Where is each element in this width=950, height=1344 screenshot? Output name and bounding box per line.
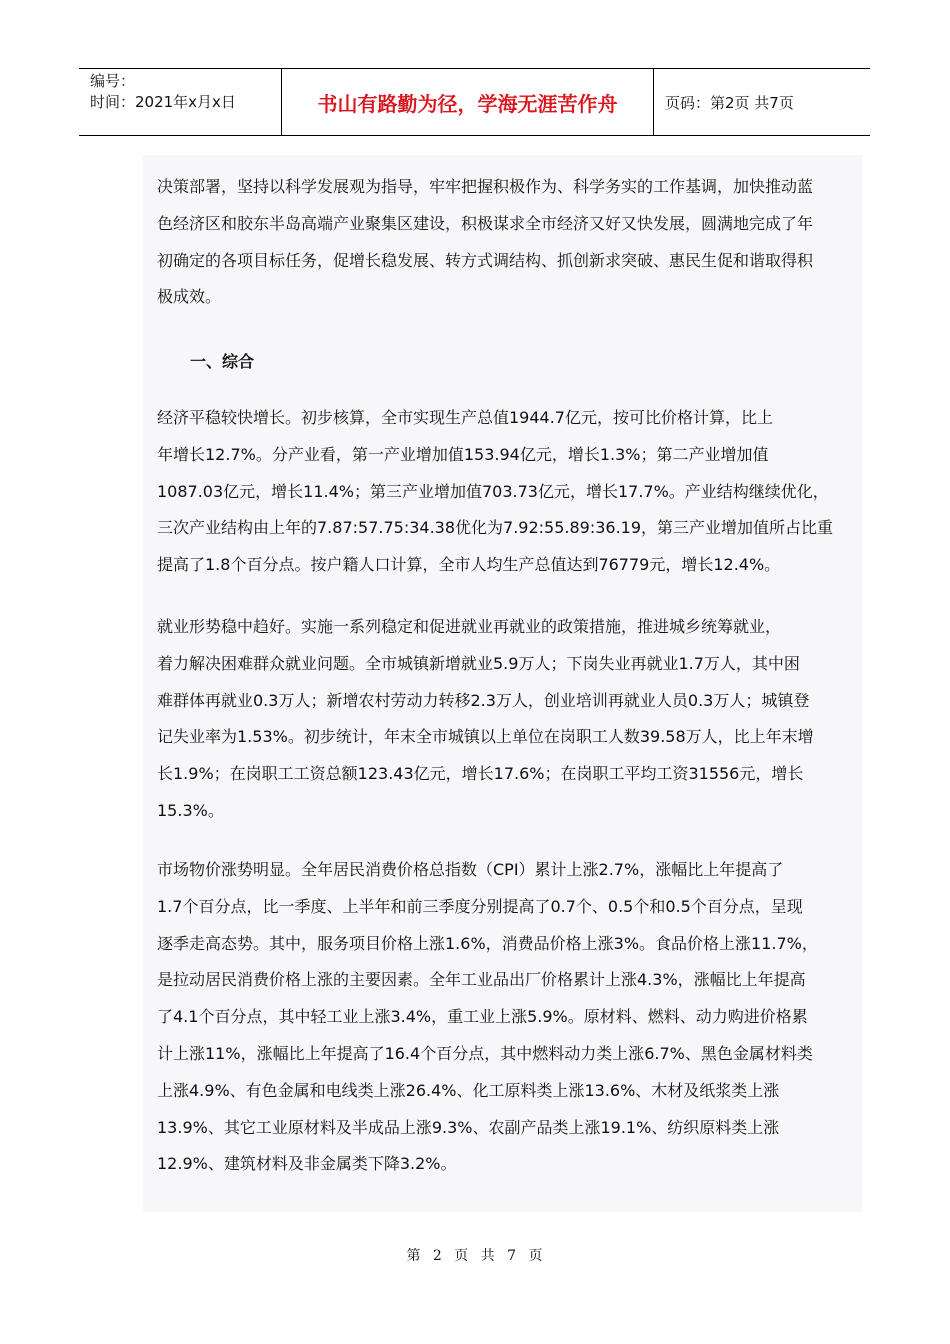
- text-line: 13.9%、其它工业原材料及半成品上涨9.3%、农副产品类上涨19.1%、纺织原料类上涨: [157, 1117, 780, 1137]
- text-line: 年增长12.7%。分产业看，第一产业增加值153.94亿元，增长1.3%；第二产业增加值: [157, 444, 769, 464]
- header-motto: 书山有路勤为径，学海无涯苦作舟: [282, 69, 654, 135]
- text-line: 着力解决困难群众就业问题。全市城镇新增就业5.9万人；下岗失业再就业1.7万人，其中困: [157, 653, 800, 673]
- text-line: 上涨4.9%、有色金属和电线类上涨26.4%、化工原料类上涨13.6%、木材及纸浆类上涨: [157, 1080, 780, 1100]
- text-line: 色经济区和胶东半岛高端产业聚集区建设，积极谋求全市经济又好又快发展，圆满地完成了年: [157, 213, 814, 233]
- text-line: 市场物价涨势明显。全年居民消费价格总指数（CPI）累计上涨2.7%，涨幅比上年提高了: [157, 860, 784, 879]
- page-header: [79, 68, 870, 136]
- text-line: 逐季走高态势。其中，服务项目价格上涨1.6%，消费品价格上涨3%。食品价格上涨11.7%，: [157, 933, 818, 953]
- text-line: 难群体再就业0.3万人；新增农村劳动力转移2.3万人，创业培训再就业人员0.3万人；城镇登: [157, 690, 810, 710]
- text-line: 极成效。: [157, 287, 222, 307]
- text-line: 1087.03亿元，增长11.4%；第三产业增加值703.73亿元，增长17.7%。产业结构继续优化，: [157, 481, 829, 501]
- paragraph-prices: [157, 852, 857, 1183]
- text-line: 长1.9%；在岗职工工资总额123.43亿元，增长17.6%；在岗职工平均工资31556元，增长: [157, 764, 804, 784]
- document-date-label: 时间：2021年x月x日: [90, 93, 236, 111]
- text-line: 计上涨11%，涨幅比上年提高了16.4个百分点，其中燃料动力类上涨6.7%、黑色金属材料类: [157, 1043, 813, 1063]
- text-line: 15.3%。: [157, 800, 224, 820]
- text-line: 1.7个百分点，比一季度、上半年和前三季度分别提高了0.7个、0.5个和0.5个百分点，呈现: [157, 896, 803, 916]
- text-line: 记失业率为1.53%。初步统计，年末全市城镇以上单位在岗职工人数39.58万人，比上年末增: [157, 727, 814, 747]
- text-line: 就业形势稳中趋好。实施一系列稳定和促进就业再就业的政策措施，推进城乡统筹就业，: [157, 617, 782, 636]
- header-page-info: 页码：第2页 共7页: [665, 93, 794, 112]
- document-number-label: 编号：: [90, 72, 136, 90]
- text-line: 经济平稳较快增长。初步核算，全市实现生产总值1944.7亿元，按可比价格计算，比上: [157, 408, 773, 427]
- paragraph-intro: [157, 169, 857, 316]
- text-line: 是拉动居民消费价格上涨的主要因素。全年工业品出厂价格累计上涨4.3%，涨幅比上年提高: [157, 970, 806, 990]
- text-line: 三次产业结构由上年的7.87:57.75:34.38优化为7.92:55.89:36.19，第三产业增加值所占比重: [157, 518, 834, 538]
- page-footer: 第 2 页 共 7 页: [406, 1248, 544, 1264]
- paragraph-economy: [157, 400, 857, 584]
- text-line: 初确定的各项目标任务，促增长稳发展、转方式调结构、抓创新求突破、惠民生促和谐取得积: [157, 250, 814, 270]
- text-line: 了4.1个百分点，其中轻工业上涨3.4%，重工业上涨5.9%。原材料、燃料、动力购进价格累: [157, 1007, 808, 1027]
- text-line: 决策部署，坚持以科学发展观为指导，牢牢把握积极作为、科学务实的工作基调，加快推动蓝: [157, 177, 814, 196]
- section-heading: [190, 344, 890, 381]
- header-meta-cell: [79, 69, 282, 135]
- heading-text: 一、综合: [190, 352, 255, 371]
- document-body: [143, 155, 862, 1212]
- text-line: 提高了1.8个百分点。按户籍人口计算，全市人均生产总值达到76779元，增长12.4%。: [157, 555, 781, 575]
- text-line: 12.9%、建筑材料及非金属类下降3.2%。: [157, 1154, 457, 1174]
- paragraph-employment: [157, 609, 857, 830]
